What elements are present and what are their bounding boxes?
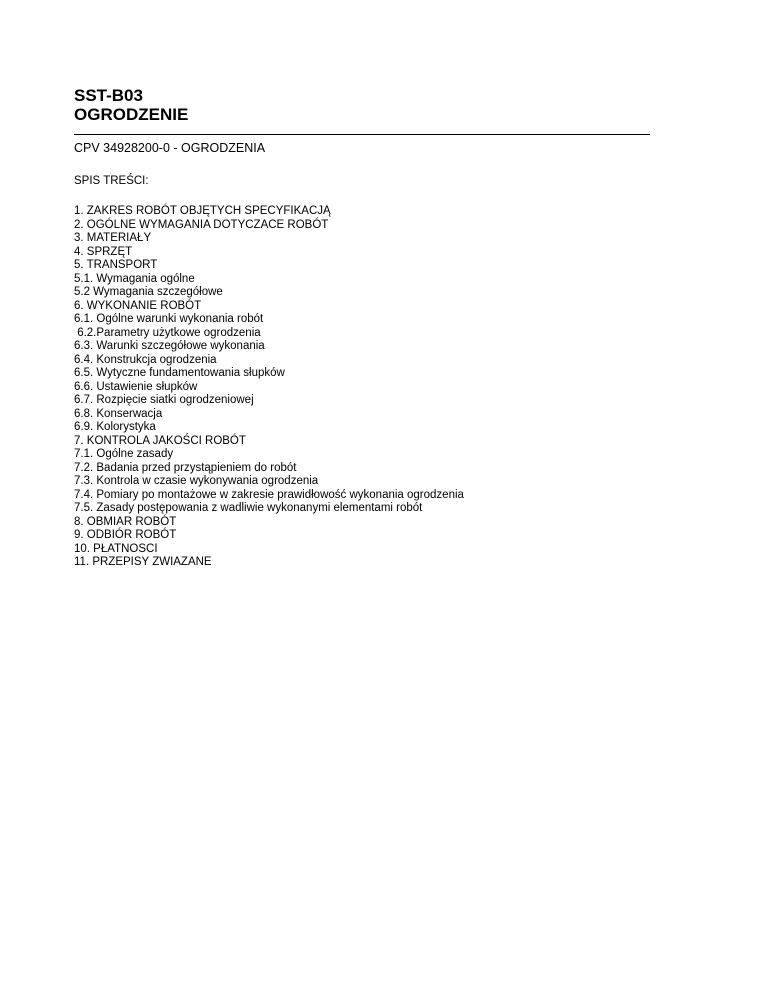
- toc-item: 4. SPRZĘT: [74, 245, 133, 258]
- toc-item: 9. ODBIÓR ROBÓT: [74, 529, 177, 541]
- toc-item: 3. MATERIAŁY: [74, 232, 152, 244]
- toc-item: 7.1. Ogólne zasady: [74, 448, 174, 460]
- title-divider: [74, 134, 650, 135]
- toc-item: 8. OBMIAR ROBÓT: [74, 515, 177, 528]
- toc-item: 6.2.Parametry użytkowe ogrodzenia: [74, 326, 261, 339]
- toc-item: 7.4. Pomiary po montażowe w zakresie prawidłowość wykonania ogrodzenia: [74, 488, 464, 501]
- toc-item: 7.5. Zasady postępowania z wadliwie wykonanymi elementami robót: [74, 502, 423, 514]
- toc-item: 6.9. Kolorystyka: [74, 421, 156, 433]
- toc-item: 6.7. Rozpięcie siatki ogrodzeniowej: [74, 394, 254, 406]
- toc-item: 6. WYKONANIE ROBÓT: [74, 299, 202, 312]
- toc-item: 11. PRZEPISY ZWIAZANE: [74, 556, 212, 568]
- toc-item: 6.1. Ogólne warunki wykonania robót: [74, 313, 264, 325]
- toc-item: 5.1. Wymagania ogólne: [74, 272, 195, 285]
- document-page: [74, 86, 650, 570]
- toc-item: 6.4. Konstrukcja ogrodzenia: [74, 353, 217, 366]
- toc-item: 10. PŁATNOSCI: [74, 542, 158, 555]
- toc-item: 6.6. Ustawienie słupków: [74, 380, 198, 393]
- document-code: SST-B03: [74, 86, 143, 105]
- toc-item: 2. OGÓLNE WYMAGANIA DOTYCZACE ROBÓT: [74, 218, 329, 231]
- toc-item: 1. ZAKRES ROBÓT OBJĘTYCH SPECYFIKACJĄ: [74, 205, 331, 217]
- toc-heading: SPIS TREŚCI:: [74, 175, 149, 187]
- document-title: OGRODZENIE: [74, 105, 189, 124]
- toc-item: 7.2. Badania przed przystąpieniem do robót: [74, 461, 297, 474]
- toc-item: 5.2 Wymagania szczegółowe: [74, 286, 223, 298]
- cpv-code: CPV 34928200-0 - OGRODZENIA: [74, 141, 266, 155]
- toc-item: 7. KONTROLA JAKOŚCI ROBÓT: [74, 434, 246, 447]
- toc-item: 7.3. Kontrola w czasie wykonywania ogrodzenia: [74, 475, 319, 487]
- toc-item: 6.5. Wytyczne fundamentowania słupków: [74, 367, 285, 379]
- toc-item: 6.3. Warunki szczegółowe wykonania: [74, 340, 265, 352]
- toc-item: 6.8. Konserwacja: [74, 407, 163, 420]
- toc-item: 5. TRANSPORT: [74, 259, 158, 271]
- table-of-contents: [74, 205, 650, 570]
